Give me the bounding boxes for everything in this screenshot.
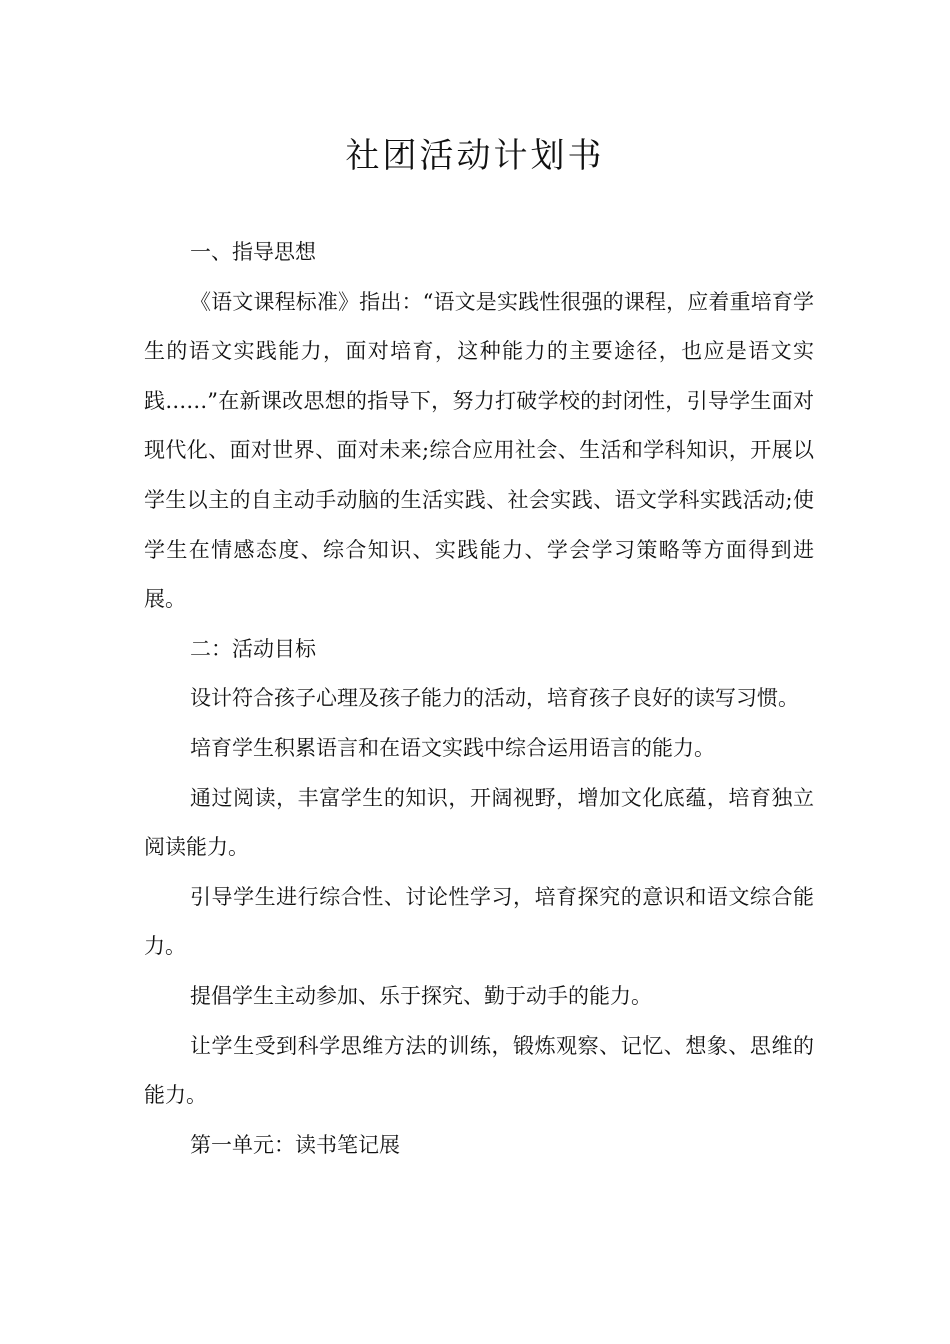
paragraph-goal-independent-reading: 通过阅读，丰富学生的知识，开阔视野，增加文化底蕴，培育独立阅读能力。 <box>144 785 814 860</box>
paragraph-curriculum-standard: 《语文课程标准》指出：“语文是实践性很强的课程，应着重培育学生的语文实践能力，面对培育，这种能力的主要途径，也应是语文实践……”在新课改思想的指导下，努力打破学校的封闭性，引导学生面对现代化、面对世界、面对未来;综合应用社会、生活和学科知识，开展以学生以主的自主动手动脑的生活实践、社会实践、语文学科实践活动;使学生在情感态度、综合知识、实践能力、学会学习策略等方面得到进展。 <box>144 289 814 612</box>
section-heading-guiding-ideology: 一、指导思想 <box>190 240 316 264</box>
paragraph-goal-reading-writing-habits: 设计符合孩子心理及孩子能力的活动，培育孩子良好的读写习惯。 <box>190 686 799 711</box>
paragraph-goal-inquiry-learning: 引导学生进行综合性、讨论性学习，培育探究的意识和语文综合能力。 <box>144 884 814 959</box>
section-heading-unit-one: 第一单元：读书笔记展 <box>190 1132 400 1157</box>
section-heading-activity-goals: 二：活动目标 <box>190 636 316 661</box>
paragraph-goal-scientific-thinking: 让学生受到科学思维方法的训练，锻炼观察、记忆、想象、思维的能力。 <box>144 1033 814 1108</box>
document-title: 社团活动计划书 <box>345 136 605 176</box>
document-body <box>144 228 814 1170</box>
paragraph-goal-active-participation: 提倡学生主动参加、乐于探究、勤于动手的能力。 <box>190 983 652 1008</box>
paragraph-goal-language-ability: 培育学生积累语言和在语文实践中综合运用语言的能力。 <box>190 735 715 760</box>
